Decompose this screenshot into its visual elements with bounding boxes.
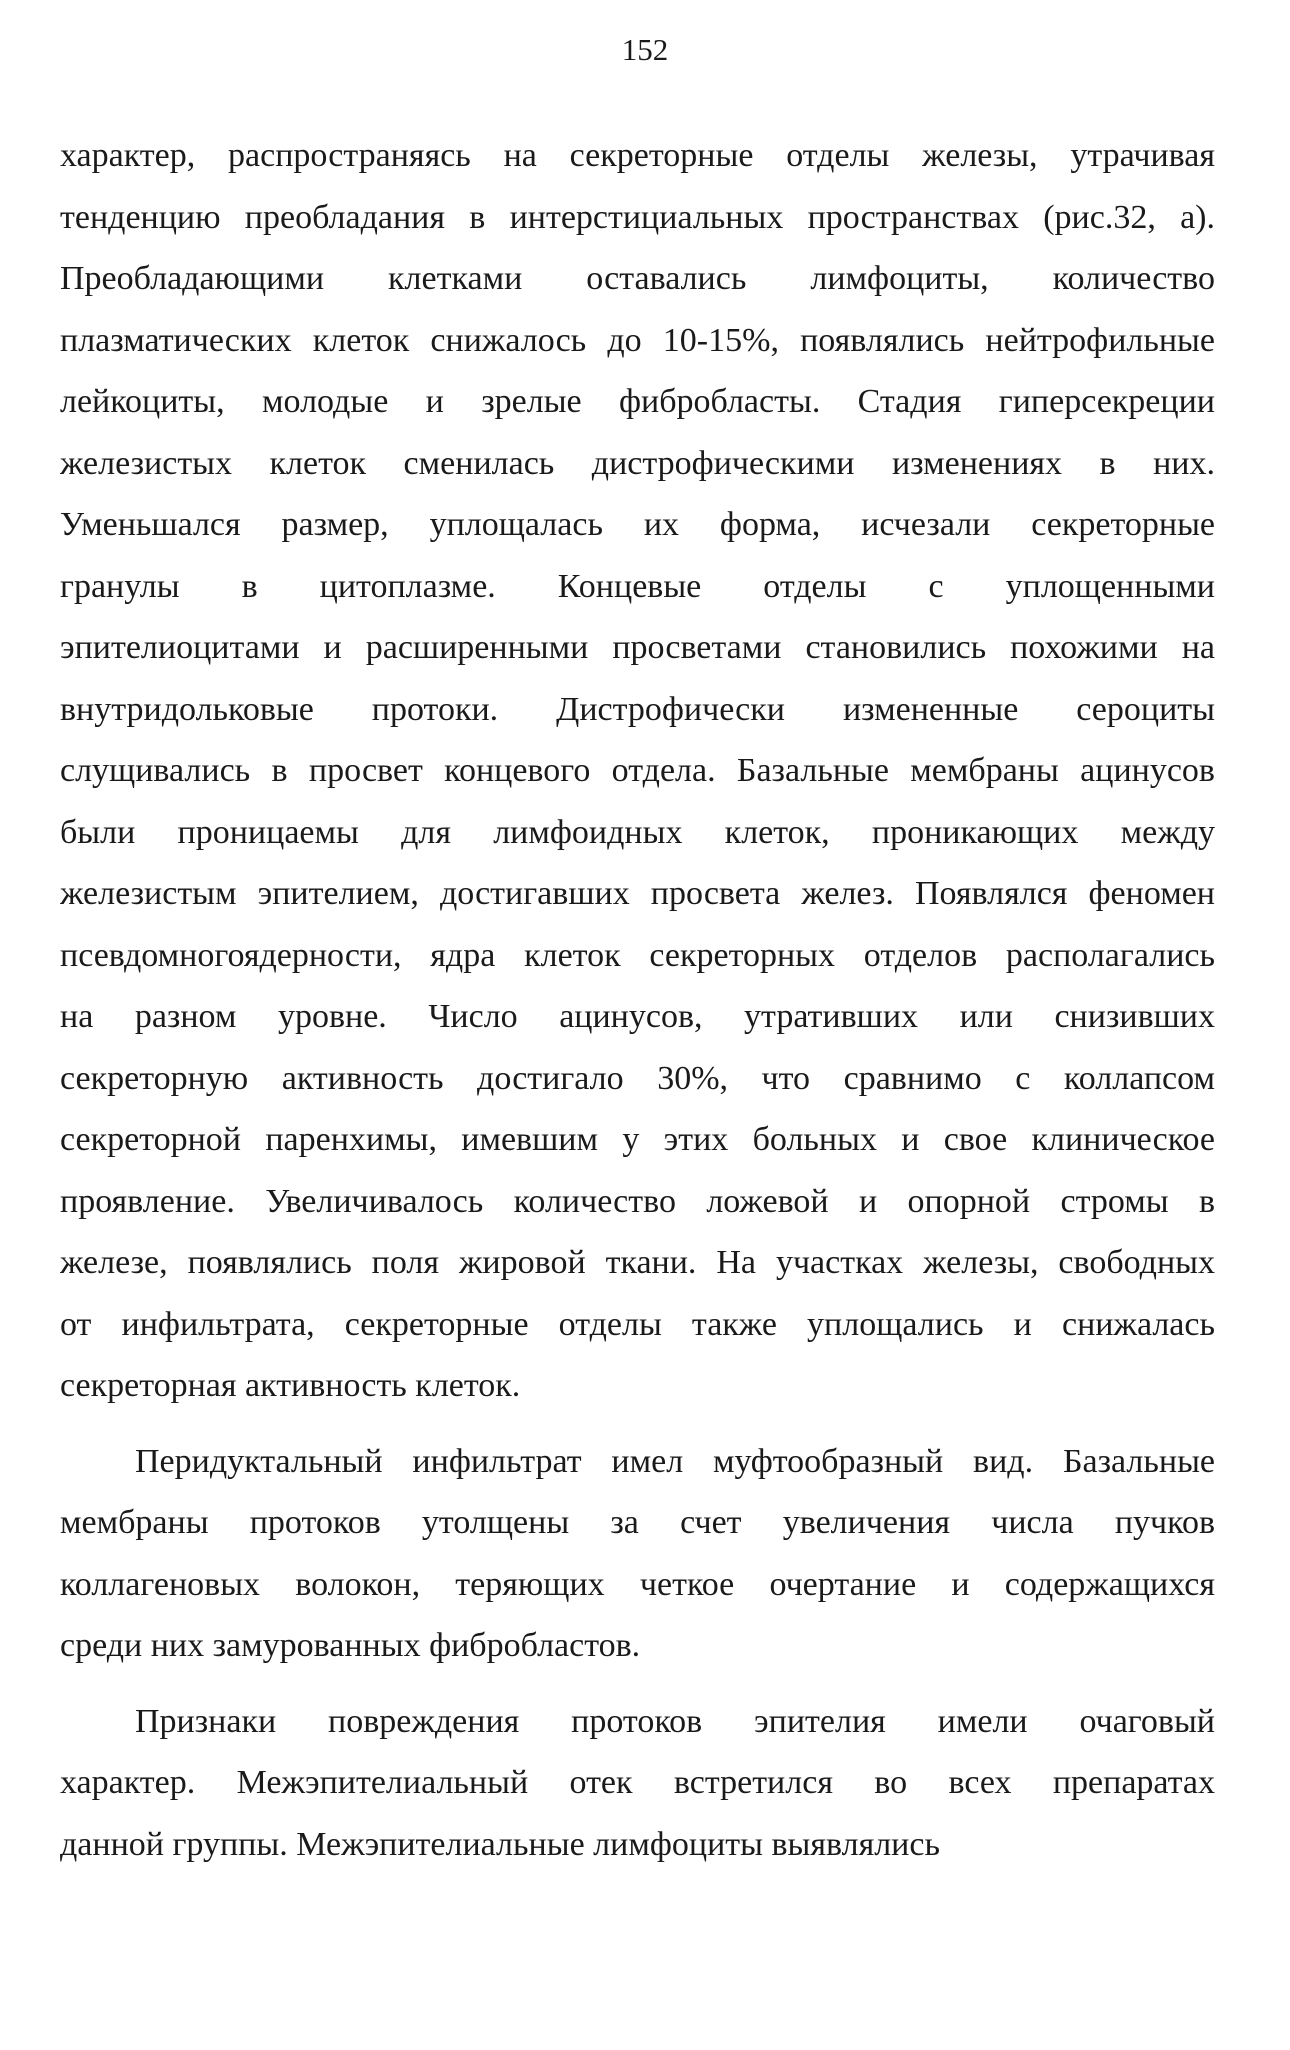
text-line: коллагеновых волокон, теряющих четкое очертание и содержащихся — [60, 1565, 1215, 1603]
text-line: плазматических клеток снижалось до 10-15%, появлялись нейтрофильные — [60, 321, 1215, 359]
text-line: характер, распространяясь на секреторные отделы железы, утрачивая — [60, 137, 1215, 174]
text-line: от инфильтрата, секреторные отделы также уплощались и снижалась — [60, 1305, 1215, 1343]
page-number: 152 — [621, 32, 669, 67]
text-line: были проницаемы для лимфоидных клеток, проникающих между — [60, 813, 1215, 851]
text-line: мембраны протоков утолщены за счет увеличения числа пучков — [60, 1504, 1215, 1541]
text-line: железистых клеток сменилась дистрофическими изменениях в них. — [60, 444, 1215, 482]
body-text — [60, 125, 1215, 1875]
text-line: слущивались в просвет концевого отдела. Базальные мембраны ацинусов — [60, 752, 1215, 789]
text-line: проявление. Увеличивалось количество ложевой и опорной стромы в — [60, 1182, 1215, 1220]
text-line: тенденцию преобладания в интерстициальных пространствах (рис.32, а). — [60, 198, 1215, 236]
paragraph-gap — [60, 1677, 1215, 1691]
text-line: гранулы в цитоплазме. Концевые отделы с уплощенными — [60, 567, 1215, 605]
text-line: на разном уровне. Число ацинусов, утративших или снизивших — [60, 998, 1215, 1035]
text-line: данной группы. Межэпителиальные лимфоциты выявлялись — [60, 1825, 940, 1863]
text-line: характер. Межэпителиальный отек встретился во всех препаратах — [60, 1764, 1215, 1801]
paragraph-gap — [60, 1417, 1215, 1431]
text-line: псевдомногоядерности, ядра клеток секреторных отделов располагались — [60, 936, 1215, 974]
text-line: железистым эпителием, достигавших просвета желез. Появлялся феномен — [60, 875, 1215, 912]
text-line: железе, появлялись поля жировой ткани. На участках железы, свободных — [60, 1244, 1215, 1281]
text-line: Перидуктальный инфильтрат имел муфтообразный вид. Базальные — [135, 1442, 1215, 1480]
text-line: Преобладающими клетками оставались лимфоциты, количество — [60, 260, 1215, 297]
text-line: среди них замурованных фибробластов. — [60, 1627, 641, 1664]
text-line: Признаки повреждения протоков эпителия имели очаговый — [135, 1702, 1215, 1740]
text-line: секреторной паренхимы, имевшим у этих больных и свое клиническое — [60, 1121, 1215, 1158]
text-line: секреторную активность достигало 30%, что сравнимо с коллапсом — [60, 1059, 1215, 1097]
text-line: Уменьшался размер, уплощалась их форма, исчезали секреторные — [60, 506, 1215, 543]
text-line: секреторная активность клеток. — [60, 1367, 521, 1404]
text-line: эпителиоцитами и расширенными просветами становились похожими на — [60, 629, 1215, 666]
text-line: внутридольковые протоки. Дистрофически измененные сероциты — [60, 690, 1215, 728]
text-line: лейкоциты, молодые и зрелые фибробласты. Стадия гиперсекреции — [60, 383, 1215, 420]
